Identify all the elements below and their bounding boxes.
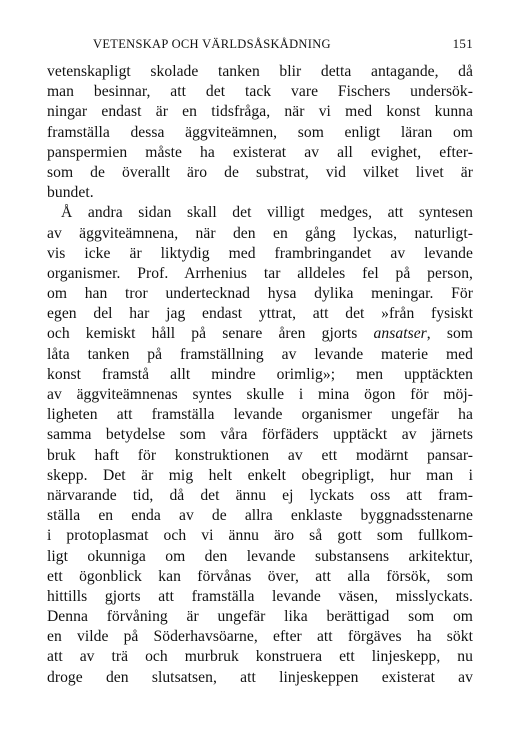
text-line: Denna förvåning är ungefär lika berättigad som om <box>47 608 473 626</box>
text-line: framställa dessa äggviteämnen, som enligt läran om <box>47 123 473 141</box>
text-line: bundet. <box>47 184 94 202</box>
text-line: man besinnar, att det tack vare Fischers undersök- <box>47 83 473 101</box>
text-line: som de överallt äro de substrat, vid vilket livet är <box>47 163 473 181</box>
text-line: ligt okunniga om den levande substansens arkitektur, <box>47 547 473 565</box>
text-line: ningar endast är en tidsfråga, när vi med konst kunna <box>47 103 473 121</box>
text-line: om han tror undertecknad hysa dylika meningar. För <box>47 285 473 303</box>
text-line: hittills gjorts att framställa levande väsen, misslyckats. <box>47 587 473 605</box>
emphasized-word: ansatser <box>373 325 427 343</box>
text-line: Å andra sidan skall det villigt medges, att syntesen <box>61 204 473 222</box>
running-head <box>47 36 473 52</box>
body-text <box>47 62 473 688</box>
paragraph <box>47 203 473 688</box>
text-line: en vilde på Söderhavsöarne, efter att förgäves ha sökt <box>47 628 473 646</box>
text-line: panspermien måste ha existerat av all evighet, efter- <box>47 143 473 161</box>
book-page <box>47 36 473 688</box>
paragraph <box>47 62 473 203</box>
text-line: ställa en enda av de allra enklaste byggnadsstenarne <box>47 507 473 525</box>
text-line: samma betydelse som våra förfäders upptäckt av järnets <box>47 426 473 444</box>
running-title: VETENSKAP OCH VÄRLDSÅSKÅDNING <box>93 37 331 51</box>
text-line: vetenskapligt skolade tanken blir detta antagande, då <box>47 63 473 80</box>
text-line: bruk haft för konstruktionen av ett modärnt pansar- <box>47 446 473 464</box>
text-fragment: och kemiskt håll på senare åren gjorts <box>47 325 374 343</box>
text-line: organismer. Prof. Arrhenius tar alldeles fel på person, <box>47 264 473 282</box>
text-line: konst framstå allt mindre orimlig»; men upptäckten <box>47 365 473 383</box>
text-line: att av trä och murbruk konstruera ett linjeskepp, nu <box>47 648 473 666</box>
text-line: av äggviteämnenas syntes skulle i mina ögon för möj- <box>47 386 473 403</box>
text-line: egen del har jag endast yttrat, att det »från fysiskt <box>47 305 473 323</box>
page-number: 151 <box>452 36 473 51</box>
text-line: närvarande tid, då det ännu ej lyckats oss att fram- <box>47 486 473 504</box>
text-line: i protoplasmat och vi ännu äro så gott som fullkom- <box>47 527 473 545</box>
text-line: skepp. Det är mig helt enkelt obegripligt, hur man i <box>47 466 473 484</box>
text-line: vis icke är liktydig med frambringandet av levande <box>47 244 473 262</box>
text-line: av äggviteämnena, när den en gång lyckas, naturligt- <box>47 224 473 242</box>
text-line: droge den slutsatsen, att linjeskeppen existerat av <box>47 668 473 686</box>
text-line: ett ögonblick kan förvånas över, att alla försök, som <box>47 567 473 585</box>
text-line <box>47 324 473 344</box>
text-line: ligheten att framställa levande organismer ungefär ha <box>47 406 473 424</box>
text-fragment: , som <box>426 325 473 343</box>
text-line: låta tanken på framställning av levande materie med <box>47 345 473 363</box>
